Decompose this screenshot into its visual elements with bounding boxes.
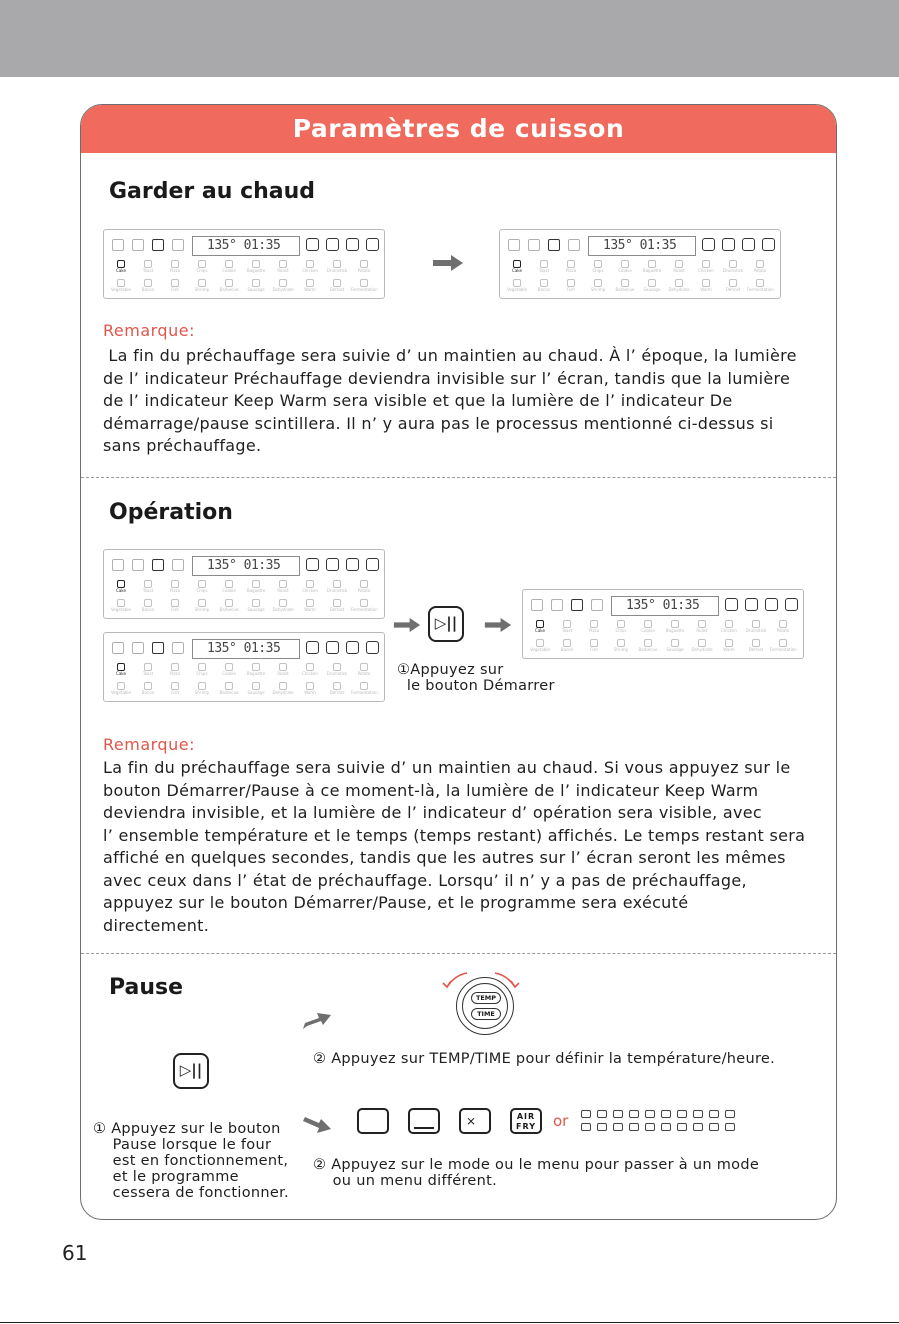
panel-menu-row bbox=[108, 260, 380, 280]
panel-menu-item: Roast bbox=[689, 620, 715, 634]
menu-item-icon[interactable] bbox=[709, 1123, 719, 1131]
panel-menu-item: Dehydrate bbox=[689, 639, 715, 653]
panel-menu-row bbox=[108, 599, 380, 619]
remark-text-2: La fin du préchauffage sera suivie d’ un maintien au chaud. Si vous appuyez sur le bouton Démarrer/Pause à ce moment-là, la lumière de l’ indicateur Keep Warm deviendra invisible, et la lumière de l’ indicateur d’ opération sera visible, avec l’ ensemble température et le temps (temps restant) affichés. Le temps restant sera affiché en quelques secondes, tandis que les autres sur l’ écran seront les mêmes avec ceux dans l’ état de préchauffage. Lorsqu’ il n’ y a pas de préchauffage, appuyez sur le bouton Démarrer/Pause, et le programme sera exécuté directement. bbox=[103, 758, 806, 935]
panel-menu-item: Cake bbox=[108, 260, 134, 274]
control-panel-running bbox=[522, 589, 804, 659]
panel-menu-item: Warm bbox=[716, 639, 742, 653]
panel-menu-item: Dehydrate bbox=[270, 599, 296, 613]
remark-label-1: Remarque: bbox=[103, 321, 195, 340]
panel-menu-item: Toast bbox=[554, 620, 580, 634]
panel-top-row bbox=[527, 596, 799, 616]
panel-menu-item: Cookie bbox=[216, 260, 242, 274]
section-title-keep-warm: Garder au chaud bbox=[109, 179, 316, 204]
panel-menu-item: Sausage bbox=[639, 279, 665, 293]
menu-item-icon[interactable] bbox=[629, 1123, 639, 1131]
menu-item-icon[interactable] bbox=[693, 1110, 703, 1118]
panel-menu-item: Vegetable bbox=[108, 279, 134, 293]
menu-item-icon[interactable] bbox=[709, 1110, 719, 1118]
or-label: or bbox=[553, 1112, 569, 1130]
air-fry-button[interactable]: AIR FRY bbox=[510, 1108, 542, 1134]
panel-menu-item: Pizza bbox=[162, 260, 188, 274]
panel-menu-item: Fermentation bbox=[351, 682, 377, 696]
panel-menu-item: Shrimp bbox=[189, 599, 215, 613]
knob-inner bbox=[462, 983, 508, 1029]
panel-menu-item: Chips bbox=[189, 260, 215, 274]
panel-menu-item: Pizza bbox=[162, 580, 188, 594]
panel-key-icon bbox=[765, 598, 778, 611]
panel-menu-item: Cookie bbox=[216, 580, 242, 594]
knob-temp-label: TEMP bbox=[471, 992, 501, 1004]
panel-key-icon bbox=[326, 238, 339, 251]
panel-mode-icon bbox=[172, 239, 184, 251]
panel-menu-item: Fish bbox=[162, 599, 188, 613]
panel-top-row bbox=[108, 556, 380, 576]
page-number: 61 bbox=[62, 1241, 88, 1265]
panel-menu-item: Sausage bbox=[243, 279, 269, 293]
caption-press-pause: ① Appuyez sur le bouton Pause lorsque le four est en fonctionnement, et le programme cessera de fonctionner. bbox=[93, 1121, 289, 1201]
control-panel-no-preheat bbox=[103, 632, 385, 702]
panel-menu-item: Fish bbox=[558, 279, 584, 293]
panel-menu-item: Bacon bbox=[135, 279, 161, 293]
panel-menu-item: Chicken bbox=[693, 260, 719, 274]
remark-text-1: La fin du préchauffage sera suivie d’ un maintien au chaud. À l’ époque, la lumière de l’ indicateur Préchauffage deviendra invisible sur l’ écran, tandis que la lumière de l’ indicateur Keep Warm sera visible et que la lumière de l’ indicateur De démarrage/pause scintillera. Il n’ y aura pas le processus mentionné ci-dessus si sans préchauffage. bbox=[103, 346, 797, 455]
panel-menu-item: Vegetable bbox=[527, 639, 553, 653]
menu-item-icon[interactable] bbox=[629, 1110, 639, 1118]
panel-menu-item: Roast bbox=[270, 580, 296, 594]
panel-mode-icon bbox=[132, 239, 144, 251]
panel-mode-icon bbox=[112, 559, 124, 571]
panel-key-icon bbox=[346, 641, 359, 654]
caption-temp-time: ② Appuyez sur TEMP/TIME pour définir la température/heure. bbox=[313, 1051, 776, 1067]
panel-mode-icon bbox=[112, 239, 124, 251]
panel-menu-item: Vegetable bbox=[108, 682, 134, 696]
menu-item-icon[interactable] bbox=[693, 1123, 703, 1131]
panel-menu-item: Sausage bbox=[662, 639, 688, 653]
panel-menu-item: Chips bbox=[585, 260, 611, 274]
panel-mode-icon bbox=[152, 642, 164, 654]
divider bbox=[81, 953, 836, 954]
section-title-operation: Opération bbox=[109, 500, 233, 525]
panel-top-row bbox=[108, 639, 380, 659]
panel-menu-item: Warm bbox=[297, 279, 323, 293]
control-panel-after bbox=[499, 229, 781, 299]
panel-menu-item: Dehydrate bbox=[270, 682, 296, 696]
panel-mode-icon bbox=[152, 239, 164, 251]
panel-menu-item: Roast bbox=[666, 260, 692, 274]
panel-menu-item: Shrimp bbox=[585, 279, 611, 293]
panel-key-icon bbox=[346, 238, 359, 251]
panel-menu-item: Warm bbox=[693, 279, 719, 293]
panel-menu-item: Chips bbox=[189, 663, 215, 677]
panel-menu-item: Pizza bbox=[162, 663, 188, 677]
panel-mode-icon bbox=[172, 559, 184, 571]
panel-menu-item: Defrost bbox=[324, 682, 350, 696]
panel-menu-item: Warm bbox=[297, 682, 323, 696]
menu-item-icon[interactable] bbox=[613, 1123, 623, 1131]
temp-time-knob[interactable] bbox=[456, 977, 514, 1035]
control-panel-before bbox=[103, 229, 385, 299]
divider bbox=[81, 477, 836, 478]
panel-menu-item: Chips bbox=[189, 580, 215, 594]
panel-menu-item: Shrimp bbox=[608, 639, 634, 653]
panel-menu-row bbox=[108, 279, 380, 299]
panel-menu-item: Cake bbox=[504, 260, 530, 274]
panel-key-icon bbox=[326, 641, 339, 654]
panel-menu-item: Vegetable bbox=[504, 279, 530, 293]
menu-item-icon[interactable] bbox=[645, 1110, 655, 1118]
panel-menu-item: Defrost bbox=[720, 279, 746, 293]
panel-menu-item: Baguette bbox=[639, 260, 665, 274]
panel-menu-item: Drumstick bbox=[324, 260, 350, 274]
knob-time-label: TIME bbox=[471, 1008, 501, 1020]
panel-menu-item: Drumstick bbox=[743, 620, 769, 634]
panel-mode-icon bbox=[548, 239, 560, 251]
panel-menu-item: Bacon bbox=[554, 639, 580, 653]
menu-item-icon[interactable] bbox=[597, 1110, 607, 1118]
menu-item-icon[interactable] bbox=[645, 1123, 655, 1131]
menu-item-icon[interactable] bbox=[661, 1110, 671, 1118]
menu-item-icon[interactable] bbox=[677, 1123, 687, 1131]
panel-key-icon bbox=[346, 558, 359, 571]
panel-menu-item: Barbecue bbox=[216, 682, 242, 696]
panel-menu-item: Potato bbox=[770, 620, 796, 634]
panel-menu-item: Cake bbox=[108, 580, 134, 594]
arrow-right-icon bbox=[433, 255, 463, 275]
panel-menu-item: Potato bbox=[747, 260, 773, 274]
remark-label-2: Remarque: bbox=[103, 735, 195, 754]
menu-item-icon[interactable] bbox=[581, 1110, 591, 1118]
panel-menu-item: Toast bbox=[531, 260, 557, 274]
panel-key-icon bbox=[745, 598, 758, 611]
panel-mode-icon bbox=[571, 599, 583, 611]
panel-menu-item: Potato bbox=[351, 663, 377, 677]
panel-menu-item: Dehydrate bbox=[666, 279, 692, 293]
menu-item-icon[interactable] bbox=[725, 1110, 735, 1118]
panel-key-icon bbox=[326, 558, 339, 571]
panel-menu-item: Barbecue bbox=[635, 639, 661, 653]
panel-key-icon bbox=[366, 558, 379, 571]
panel-display: 135° 01:35 bbox=[588, 236, 696, 256]
panel-key-icon bbox=[785, 598, 798, 611]
arrow-right-icon bbox=[393, 617, 421, 636]
top-band bbox=[0, 0, 899, 77]
panel-menu-item: Barbecue bbox=[216, 599, 242, 613]
panel-menu-item: Potato bbox=[351, 260, 377, 274]
panel-display: 135° 01:35 bbox=[611, 596, 719, 616]
panel-key-icon bbox=[366, 641, 379, 654]
panel-menu-row bbox=[504, 260, 776, 280]
panel-menu-row bbox=[108, 580, 380, 600]
arrow-down-right-icon bbox=[303, 1117, 331, 1137]
panel-menu-item: Sausage bbox=[243, 682, 269, 696]
panel-menu-item: Toast bbox=[135, 260, 161, 274]
arrow-right-icon bbox=[484, 617, 512, 636]
panel-key-icon bbox=[762, 238, 775, 251]
panel-menu-item: Drumstick bbox=[324, 663, 350, 677]
caption-press-start: ①Appuyez sur le bouton Démarrer bbox=[397, 662, 555, 694]
panel-menu-item: Vegetable bbox=[108, 599, 134, 613]
panel-key-icon bbox=[306, 238, 319, 251]
panel-menu-item: Chips bbox=[608, 620, 634, 634]
panel-menu-item: Toast bbox=[135, 580, 161, 594]
panel-top-row bbox=[504, 236, 776, 256]
panel-menu-item: Cookie bbox=[635, 620, 661, 634]
panel-menu-row bbox=[108, 682, 380, 702]
caption-change-mode: ② Appuyez sur le mode ou le menu pour passer à un mode ou un menu différent. bbox=[313, 1157, 760, 1189]
panel-menu-item: Baguette bbox=[243, 580, 269, 594]
panel-menu-item: Fermentation bbox=[747, 279, 773, 293]
panel-mode-icon bbox=[132, 642, 144, 654]
cooking-settings-card bbox=[80, 104, 837, 1220]
bottom-rule bbox=[0, 1322, 899, 1323]
panel-top-row bbox=[108, 236, 380, 256]
panel-menu-item: Cake bbox=[108, 663, 134, 677]
panel-mode-icon bbox=[591, 599, 603, 611]
start-pause-button[interactable]: ▷|| bbox=[428, 606, 464, 642]
panel-menu-item: Toast bbox=[135, 663, 161, 677]
panel-mode-icon bbox=[531, 599, 543, 611]
panel-display: 135° 01:35 bbox=[192, 639, 300, 659]
menu-item-icon[interactable] bbox=[661, 1123, 671, 1131]
menu-item-icon[interactable] bbox=[677, 1110, 687, 1118]
panel-menu-item: Bacon bbox=[135, 682, 161, 696]
panel-mode-icon bbox=[551, 599, 563, 611]
panel-mode-icon bbox=[528, 239, 540, 251]
panel-menu-item: Chicken bbox=[297, 260, 323, 274]
panel-menu-row bbox=[527, 620, 799, 640]
panel-menu-item: Barbecue bbox=[216, 279, 242, 293]
panel-key-icon bbox=[742, 238, 755, 251]
panel-key-icon bbox=[725, 598, 738, 611]
panel-menu-row bbox=[504, 279, 776, 299]
panel-menu-item: Barbecue bbox=[612, 279, 638, 293]
menu-icons-strip[interactable] bbox=[581, 1108, 741, 1134]
menu-item-icon[interactable] bbox=[613, 1110, 623, 1118]
panel-menu-item: Roast bbox=[270, 663, 296, 677]
panel-menu-item: Defrost bbox=[324, 599, 350, 613]
panel-menu-item: Fermentation bbox=[351, 279, 377, 293]
arrow-up-right-icon bbox=[303, 1013, 331, 1033]
panel-menu-row bbox=[108, 663, 380, 683]
panel-key-icon bbox=[306, 641, 319, 654]
panel-menu-item: Drumstick bbox=[720, 260, 746, 274]
panel-menu-item: Defrost bbox=[743, 639, 769, 653]
panel-menu-item: Shrimp bbox=[189, 279, 215, 293]
panel-menu-item: Warm bbox=[297, 599, 323, 613]
panel-key-icon bbox=[722, 238, 735, 251]
panel-menu-item: Drumstick bbox=[324, 580, 350, 594]
mode-bake-icon[interactable] bbox=[357, 1108, 389, 1134]
panel-menu-row bbox=[527, 639, 799, 659]
panel-menu-item: Dehydrate bbox=[270, 279, 296, 293]
mode-convection-icon[interactable]: ⨯ bbox=[459, 1108, 491, 1134]
panel-mode-icon bbox=[172, 642, 184, 654]
panel-menu-item: Sausage bbox=[243, 599, 269, 613]
section-title-pause: Pause bbox=[109, 975, 184, 1000]
panel-menu-item: Shrimp bbox=[189, 682, 215, 696]
menu-item-icon[interactable] bbox=[581, 1123, 591, 1131]
panel-display: 135° 01:35 bbox=[192, 236, 300, 256]
panel-menu-item: Chicken bbox=[297, 580, 323, 594]
panel-menu-item: Potato bbox=[351, 580, 377, 594]
panel-menu-item: Fish bbox=[581, 639, 607, 653]
panel-menu-item: Chicken bbox=[297, 663, 323, 677]
panel-menu-item: Fish bbox=[162, 682, 188, 696]
panel-menu-item: Cake bbox=[527, 620, 553, 634]
panel-display: 135° 01:35 bbox=[192, 556, 300, 576]
panel-menu-item: Bacon bbox=[135, 599, 161, 613]
panel-menu-item: Bacon bbox=[531, 279, 557, 293]
panel-menu-item: Cookie bbox=[216, 663, 242, 677]
mode-bottom-heat-icon[interactable] bbox=[408, 1108, 440, 1134]
panel-menu-item: Fermentation bbox=[770, 639, 796, 653]
panel-menu-item: Fish bbox=[162, 279, 188, 293]
panel-key-icon bbox=[306, 558, 319, 571]
panel-mode-icon bbox=[568, 239, 580, 251]
page-title: Paramètres de cuisson bbox=[81, 105, 836, 153]
panel-menu-item: Pizza bbox=[581, 620, 607, 634]
pause-button[interactable]: ▷|| bbox=[173, 1053, 209, 1089]
menu-item-icon[interactable] bbox=[725, 1123, 735, 1131]
panel-menu-item: Baguette bbox=[243, 663, 269, 677]
panel-key-icon bbox=[366, 238, 379, 251]
panel-mode-icon bbox=[508, 239, 520, 251]
panel-menu-item: Fermentation bbox=[351, 599, 377, 613]
panel-mode-icon bbox=[152, 559, 164, 571]
panel-menu-item: Chicken bbox=[716, 620, 742, 634]
panel-mode-icon bbox=[112, 642, 124, 654]
panel-mode-icon bbox=[132, 559, 144, 571]
panel-key-icon bbox=[702, 238, 715, 251]
panel-menu-item: Defrost bbox=[324, 279, 350, 293]
panel-menu-item: Baguette bbox=[662, 620, 688, 634]
panel-menu-item: Roast bbox=[270, 260, 296, 274]
panel-menu-item: Cookie bbox=[612, 260, 638, 274]
menu-item-icon[interactable] bbox=[597, 1123, 607, 1131]
panel-menu-item: Pizza bbox=[558, 260, 584, 274]
panel-menu-item: Baguette bbox=[243, 260, 269, 274]
control-panel-keep-warm bbox=[103, 549, 385, 619]
